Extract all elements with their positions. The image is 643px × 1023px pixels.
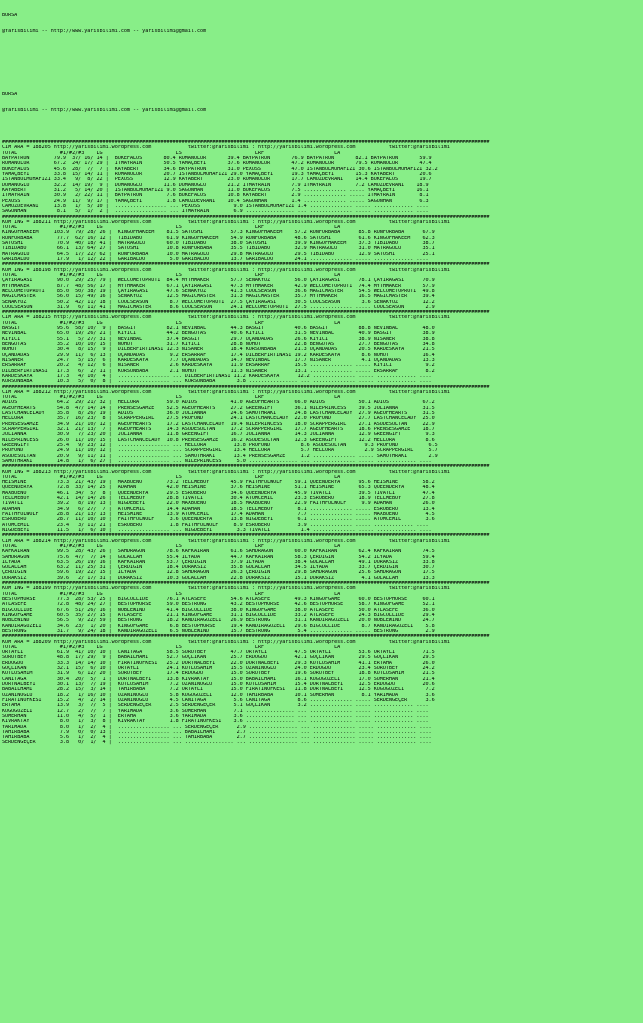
- horse-row: DUMANOGLU 32.2 14/ 19/ 9 | DUMANOGLU 11.6 DUMANOGLU 21.2 ITMAYRAIN 7.9 ITMAYRAIN 7.2 CAMUZDEVRANI 18.9: [2, 182, 429, 188]
- separator-line: ################################################################################################################################################################: [2, 214, 490, 220]
- race-header: KUM ING = 188213 http://yarisbilimi.wordpress.com twitter:@YarisBilimi : http://yarisbilimi.wordpress.com twitter:@YarisBilimi: [2, 469, 450, 475]
- horse-row: SAHDRAGON 75.6 47/ 7/ 14 | GÜLALLAH 55.4 ILYADA 44.7 KAFKAIRAN 58.3 ÇERDIGIN 54.2 ILYADA 59.4: [2, 554, 435, 560]
- horse-row: COOLSEASON 31.9 6/ 11/ 41 | MAGICMASTER 8.6 COOLSEASON 24.1 WELCOMETOPROTI 27.5 .............. ..... COOLSEASON 2.9: [2, 304, 435, 310]
- horse-row: ESROBERO 28.7 11/ 10/ 10 | FAITHFULWOLF 3.6 QUEENDERYA 13.8 NIGDEBEYI 6.1 .............. ..... ATOMCEMIL 3.6: [2, 517, 435, 523]
- race-block: [2, 586, 642, 634]
- horse-row: ERDOGDU 33.3 14/ 14/ 10 | FIRATINÖFKESI 25.2 DÖRTNALBEYI 22.0 DÖRTNALBEYI 29.3 KUTLUSAHIM 41.1 ERTAHA 26.0: [2, 660, 435, 666]
- horse-row: SAGUNHAN 8.1 5/ 1/ 2 | ................. ... ITMAYRAIN 6.9 ................ ... .............. ..... ............. ....: [2, 209, 429, 215]
- horse-row: SÜMERHAN 11.0 4/ 5/ 1 | ERTAHA 3.6 YARIMADA 3.6 ................ ... .............. ..... ............. ....: [2, 713, 429, 719]
- column-header: TOTAL #1/#2/#3 LG LS LRF LA: [2, 320, 341, 326]
- horse-row: KIVRAKTAY 8.0 1/ 3/ 8 | KIVRAKTAY 1.8 FIRATINÖFKESI 3.6 ................ ... .............. ..... ............. ....: [2, 719, 429, 725]
- horse-row: GARIBALDO 17.9 1/ 12/ 22 | GARIBALDO 5.0 GARIBALDO 13.7 GARIBALDO 24.1 .............. ..... ............. ....: [2, 257, 429, 262]
- horse-row: PEXUSS 24.9 11/ 9/ 17 | YAMAÇBEYI 1.8 CAMUZDEVRANI 10.4 SAGUNHAN 1.4 .............. ..... SAGUNHAN 6.3: [2, 198, 429, 204]
- horse-row: ASUDESULTAN 20.9 9/ 11/ 11 | ................. ... SAMOTHRAKI 13.4 PRENSESGAMZE 1.2 .............. ..... SAMOTHRAKI 2.9: [2, 453, 438, 459]
- horse-row: OZANINOGLU 18.2 1/ 16/ 10 | OZANINOGLU 5.8 KUGUGÜZELI 12.0 TAHIRBABA 10.1 SÜMERHAN 8.1 YARIMADA 3.6: [2, 692, 435, 698]
- horse-row: KINGOFGAME 60.5 35/ 27/ 15 | ATLASEFE 21.1 KINGOFGAME 31.1 BIGCOLLIDE 33.2 ATLASEFE 24.3 BIGCOLLIDE 29.4: [2, 612, 435, 618]
- separator-line: ################################################################################################################################################################: [2, 634, 490, 640]
- race-header: CIM ARA = 188214 http://yarisbilimi.wordpress.com twitter:@YarisBilimi : http://yarisbilimi.wordpress.com twitter:@YarisBilimi: [2, 538, 450, 544]
- race-block: [2, 640, 642, 746]
- horse-row: KIYICI 55.1 5/ 27/ 31 | NEVINBAL 37.4 BASGIT 29.7 UÇANDADAS 26.6 KIYICI 38.9 NISANER 38.8: [2, 336, 435, 342]
- horse-row: ÇERDIGIN 59.6 19/ 22/ 15 | ILYADA 12.8 SAHDRAGON 26.3 ÇERDIGIN 29.8 SAHDRAGON 25.6 SAHDRAGON 17.5: [2, 570, 435, 576]
- race-header: CIM ARA = 188205 http://yarisbilimi.wordpress.com twitter:@YarisBilimi : http://yarisbilimi.wordpress.com twitter:@YarisBilimi: [2, 145, 450, 151]
- separator-line: ################################################################################################################################################################: [2, 581, 490, 587]
- horse-row: BABAILHAMI 28.2 15/ 3/ 14 | TAHIRBABA 7.2 ORTAYLI 15.0 FIRATINÖFKESI 11.8 DÖRTNALBEYI 12.5 KUGUGÜZELI 7.2: [2, 687, 435, 693]
- horse-row: SCRAPPERGIRL 32.1 21/ 13/ 7 | AGEOFHEARTS 14.3 ASUDESULTAN 17.2 SCRAPPERGIRL 17.7 AGEOFHEARTS 18.6 PRENSESGAMZE 18.7: [2, 427, 435, 432]
- horse-row: PRENSESGAMZE 34.9 21/ 10/ 12 | AGEOFHEARTS 17.2 LASTCHANCELADY 19.4 NILEPRINCESS 18.0 SCRAPPERGIRL 27.1 ASUDESULTAN 22.9: [2, 421, 435, 427]
- header-contact-repeat: @YarisBilimi -- http://www.yarisbilimi.com -- yarisbilimi@gmail.com: [2, 108, 207, 114]
- horse-row: SERDENGEÇER 3.8 0/ 1/ 4 | ................. ... ................ ... ................ ... .............. ..... ............. ....: [2, 740, 432, 746]
- header-city: BURSA: [2, 12, 18, 18]
- horse-row: SATOSHI 70.9 40/ 18/ 41 | MATRAGÜLÜ 60.0 TIBIDABO 38.0 SATOSHI 39.9 KINGOFHAKEEM 37.3 TIBIDABO 38.7: [2, 241, 435, 247]
- horse-row: BUKEFALOS 45.6 28/ 7/ 7 | KAYABERT 34.6 BAYPATRON 31.0 PEXUSS 47.0 ISTANBULMUHAFIZI 30.6 ISTANBULMUHAFIZI 32.2: [2, 166, 438, 172]
- horse-row: SENAKYÜZ 50.2 42/ 11/ 18 | COOLSEASON 8.7 WELCOMETOPROTI 27.5 ÇAYIRAGASI 30.5 COOLSEASON 3.6 SENAKYÜZ 12.2: [2, 299, 435, 305]
- horse-row: KINGOFHAKEEM 103.9 79/ 28/ 26 | KINGOFHAKEEM 81.5 SATOSHI 57.3 KINGOFHAKEEM 57.2 RUNFORBABA 85.8 RUNFORBABA 67.9: [2, 230, 435, 236]
- horse-row: HEISMINE 73.3 21/ 43/ 19 | MAXBUENO 73.2 TELLMEBOY 45.9 FAITHFULWOLF 59.1 QUEENDERYA 95.6 HEISMINE 58.2: [2, 480, 435, 486]
- horse-row: ILYADA 63.5 26/ 19/ 16 | KAFKAIRAN 53.7 ÇERDIGIN 37.9 ILYADA 38.4 GÜLALLAH 49.1 DURAKSIZ 33.8: [2, 559, 435, 565]
- horse-row: GÖÇLIKAN 32.1 15/ 6/ 10 | ORTAYLI 24.1 KUTLUSAHIM 15.5 OZANINOGLU 24.0 ERDOGDU 23.4 SURUTBEY 24.2: [2, 666, 435, 672]
- separator-line: ################################################################################################################################################################: [2, 262, 490, 268]
- horse-row: PROFOND 24.9 11/ 10/ 12 | ................. ... SCRAPPERGIRL 13.4 HELLORA 5.7 HELLORA 2.9 SCRAPPERGIRL 5.7: [2, 448, 438, 454]
- horse-row: BASGIT 95.6 58/ 10/ 9 | BASGIT 82.1 NEVINBAL 44.3 BASGIT 40.6 BASGIT 88.8 NEVINBAL 48.0: [2, 326, 435, 332]
- column-header: TOTAL #1/#2/#3 LG LS LRF LA: [2, 644, 341, 650]
- horse-row: ATOMCEMIL 23.4 3/ 11/ 21 | ESROBERO 1.8 FAITHFULWOLF 8.9 ESROBERO 3.9 .............. ..... ............. ....: [2, 522, 429, 528]
- race-block: [2, 268, 642, 311]
- column-header: TOTAL #1/#2/#3 LG LS LRF LA: [2, 395, 341, 401]
- separator-line: ################################################################################################################################################################: [2, 140, 490, 146]
- race-header: KUM ARA = 188209 http://yarisbilimi.wordpress.com twitter:@YarisBilimi : http://yarisbilimi.wordpress.com twitter:@YarisBilimi: [2, 639, 450, 645]
- horse-row: FAITHFULWOLF 28.8 21/ 13/ 13 | HEISMINE 13.9 ATOMCEMIL 17.4 ADAHAN 7.7 .............. ..... MAXBUENO 4.5: [2, 512, 435, 517]
- horse-row: SAMOTHRAKI 14.8 1/ 6/ 27 | ................. ... NILEPRINCESS 5.0 ................ ... .............. ..... ............. ....: [2, 458, 432, 464]
- race-header: KUM ING = 188199 http://yarisbilimi.wordpress.com twitter:@YarisBilimi : http://yarisbilimi.wordpress.com twitter:@YarisBilimi: [2, 586, 450, 592]
- column-header: TOTAL #1/#2/#3 LG LS LRF LA: [2, 272, 341, 278]
- horse-row: TAHIRBABA 5.6 1/ 2/ 4 | ................. ... TAHIRBABA 2.7 ................ ... .............. ..... ............. ....: [2, 735, 432, 741]
- horse-row: BESTOPHORSE 77.3 28/ 53/ 25 | BIGCOLLIDE 76.1 ATLASEFE 54.6 ATLASEFE 49.3 KINGOFGAME 60.0 BESTOPHORSE 60.1: [2, 597, 435, 602]
- race-block: [2, 539, 642, 582]
- race-header: CIM ARA = 188215 http://yarisbilimi.wordpress.com twitter:@YarisBilimi : http://yarisbilimi.wordpress.com twitter:@YarisBilimi: [2, 315, 450, 321]
- race-block: [2, 390, 642, 464]
- horse-row: KUTLUSAHIM 31.9 6/ 12/ 20 | SURUTBEY 17.4 ERDOGDU 15.0 SURUTBEY 19.6 SURUTBEY 18.8 KUTLUSAHIM 21.5: [2, 671, 435, 677]
- horse-row: KURSUNBABA 10.3 5/ 0/ 8 | ................. ... KURSUNBABA 3.8 ................ ... .............. ..... ............. ....: [2, 379, 432, 385]
- column-header: TOTAL #1/#2/#3 LG LS LRF LA: [2, 150, 341, 156]
- horse-row: ISTANBULMUHAFIZI 33.4 9/ 8/ 22 | PEXUSS 12.9 KAYABERT 23.0 ROMANOLUR 17.7 CAMUZDEVRANI 14.4 BUKEFALOS 19.7: [2, 177, 432, 183]
- horse-row: AGEOFHEARTS 54.8 47/ 14/ 14 | PRENSESGAMZE 52.5 AGEOFHEARTS 27.2 GREENGIFT 36.1 NILEPRINCESS 39.5 JULIANNA 31.5: [2, 405, 435, 411]
- horse-row: KAYABERT 31.2 5/ 14/ 20 | ISTANBULMUHAFIZI 9.0 SAGUNHAN 11.0 BUKEFALOS 7.5 .............. ..... YAMAÇBEYI 16.1: [2, 187, 429, 193]
- horse-row: ORTAYLI 61.9 41/ 10/ 10 | CANITAGA 58.5 SURUTBEY 47.7 ORTAYLI 47.5 ORTAYLI 53.6 ORTAYLI 71.5: [2, 650, 435, 656]
- horse-row: KARDESKAYA 17.3 4/ 10/ 4 | ................. ... DILBERFIRTINASI 11.2 KARDESKAYA 12.2 .............. ..... ............. ....: [2, 373, 432, 379]
- horse-row: ADIOS 64.2 29/ 21/ 32 | HELLORA 59.0 ADIOS 41.0 AGEOFHEARTS 66.0 ADIOS 50.1 ADIOS 67.2: [2, 400, 435, 406]
- horse-row: CANITAGA 30.4 20/ 5/ 1 | DÖRTNALBEYI 13.8 KIVRAKTAY 15.0 BABAILHAMI 16.1 KUGUGÜZELI 17.0 SÜMERHAN 21.4: [2, 676, 435, 682]
- horse-row: TIBIDABO 66.1 13/ 64/ 27 | SATOSHI 10.8 RUNFORBABA 35.5 TIBIDABO 32.9 MATRAGÜLÜ 31.0 MATRAGÜLÜ 35.1: [2, 246, 435, 252]
- race-block: [2, 315, 642, 384]
- race-block: [2, 470, 642, 534]
- horse-row: QUEENDERYA 72.8 33/ 14/ 25 | ADAHAN 42.0 HEISMINE 37.6 HEISMINE 51.1 HEISMINE 65.3 QUEENDERYA 48.4: [2, 485, 435, 491]
- horse-row: NEVINBAL 65.0 19/ 26/ 21 | KIYICI 44.2 BENGÜTAS 40.6 KIYICI 31.5 NEVINBAL 40.9 BASGIT 38.9: [2, 331, 435, 337]
- horse-row: ÇAYIRAGASI 90.0 29/ 25/ 79 | WELCOMETOPROTI 84.4 MYTHMAKER 57.7 SENAKYÜZ 56.0 ÇAYIRAGASI 78.1 ÇAYIRAGASI 70.9: [2, 278, 435, 284]
- separator-line: ################################################################################################################################################################: [2, 384, 490, 390]
- horse-row: MAXBUENO 46.1 34/ 5/ 8 | QUEENDERYA 29.5 ESROBERO 34.6 QUEENDERYA 45.9 TIVATLI 39.5 TIVATLI 47.4: [2, 490, 435, 496]
- horse-row: TIVATLI 39.2 8/ 19/ 13 | NIGDEBEYI 22.0 MAXBUENO 18.5 MAXBUENO 22.9 FAITHFULWOLF 9.9 ADAHAN 26.0: [2, 501, 435, 507]
- horse-row: MYTHMAKER 87.7 48/ 56/ 17 | MYTHMAKER 67.1 ÇAYIRAGASI 47.3 MYTHMAKER 42.9 WELCOMETOPROTI 74.4 MYTHMAKER 57.9: [2, 283, 435, 289]
- race-header: CIM ARA = 188212 http://yarisbilimi.wordpress.com twitter:@YarisBilimi : http://yarisbilimi.wordpress.com twitter:@YarisBilimi: [2, 389, 450, 395]
- horse-row: NISANER 24.7 5/ 15/ 6 | KARDESKAYA 7.7 UÇANDADAS 14.7 NEVINBAL 17.7 NISANER 4.1 UÇANDADAS 13.3: [2, 357, 435, 363]
- header-contact: @YarisBilimi -- http://www.yarisbilimi.com -- yarisbilimi@gmail.com: [2, 28, 207, 34]
- horse-row: BENGÜTAS 35.2 10/ 10/ 15 | NOHUT 31.7 KIYICI 28.8 NOHUT 22.8 BENGÜTAS 27.7 BENGÜTAS 34.8: [2, 342, 435, 347]
- horse-row: WELCOMETOPROTI 85.0 50/ 38/ 19 | ÇAYIRAGASI 47.6 SENAKYÜZ 41.3 COOLSEASON 36.6 MAGICMASTER 54.5 WELCOMETOPROTI 49.8: [2, 288, 435, 294]
- horse-row: DILBERFIRTINASI 17.3 6/ 2/ 11 | KURSUNBABA 2.1 NOHUT 11.3 NISANER 13.1 .............. ..... ERSARRAF 8.2: [2, 368, 435, 374]
- horse-row: NOBLEWIND 56.5 9/ 22/ 59 | BESTRONG 18.2 KANDIRAGÜZELI 26.9 BESTRONG 31.1 KANDIRAGÜZELI 20.0 NOBLEWIND 24.7: [2, 618, 435, 624]
- horse-row: ITMAYRAIN 30.9 2/ 22/ 11 | BAYPATRON 7.6 BUKEFALOS 10.8 KAYABERT 2.9 .............. ..... ITMAYRAIN 8.1: [2, 193, 429, 199]
- race-blocks: [2, 140, 642, 746]
- horse-row: HELLORA 35.7 16/ 23/ 8 | SCRAPPERGIRL 27.5 PROFOND 24.1 LASTCHANCELADY 22.0 PROFOND 27.7 LASTCHANCELADY 25.0: [2, 416, 435, 422]
- race-block: [2, 145, 642, 214]
- horse-row: YAMAÇBEYI 33.8 15/ 14/ 11 | ROMANOLUR 20.7 ISTANBULMUHAFIZI 29.0 YAMAÇBEYI 19.3 YAMAÇBEYI 15.3 KAYABERT 20.6: [2, 172, 432, 177]
- horse-row: KAFKAIRAN 99.5 28/ 43/ 26 | SAHDRAGON 78.6 KAFKAIRAN 61.6 SAHDRAGON 60.0 KAFKAIRAN 62.4 KAFKAIRAN 74.5: [2, 549, 435, 555]
- horse-row: LASTCHANCELADY 35.8 8/ 26/ 19 | ADIOS 36.0 JULIANNA 24.6 SAMOTHRAKI 24.8 LASTCHANCELADY 27.9 AGEOFHEARTS 31.5: [2, 411, 435, 417]
- horse-row: TELLMEBOY 42.1 14/ 14/ 26 | TELLMEBOY 28.8 TIVATLI 30.4 ATOMCEMIL 23.3 ESROBERO 18.9 TELLMEBOY 27.8: [2, 496, 435, 502]
- horse-row: ERTAHA 13.9 3/ 7/ 5 | SERDENGEÇER 2.5 SERDENGEÇER 5.1 GÖÇLIKAN 3.2 .............. ..... ............. ....: [2, 703, 429, 709]
- horse-row: KUGUGÜZELI 12.7 2/ 7/ 7 | YARIMADA 3.6 SÜMERHAN 7.1 ................ ... .............. ..... ............. ....: [2, 708, 429, 714]
- separator-line: ################################################################################################################################################################: [2, 310, 490, 316]
- column-header: TOTAL #1/#2/#3 LG LS LRF LA: [2, 225, 341, 231]
- horse-row: UÇANDADAS 29.9 11/ 6/ 13 | UÇANDADAS 9.2 ERSARRAF 17.4 DILBERFIRTINASI 19.2 KARDESKAYA 8.6 NOHUT 16.4: [2, 352, 435, 358]
- horse-row: CAMUZDEVRANI 13.8 1/ 5/ 10 | ................. ... PEXUSS 9.0 ISTANBULMUHAFIZI 1.4 .............. ..... ............. ....: [2, 203, 429, 209]
- document-body: [2, 2, 642, 751]
- horse-row: ROMANOLUR 67.2 24/ 17/ 29 | ITMAYRAIN 50.5 YAMAÇBEYI 37.6 ROMANOLUR 47.2 ROMANOLUR 79.5 ROMANOLUR 47.4: [2, 161, 432, 167]
- horse-row: DURAKSIZ 39.6 2/ 17/ 31 | DURAKSIZ 10.3 GÜLALLAH 22.8 DURAKSIZ 15.1 DURAKSIZ 4.1 GÜLALLAH 13.3: [2, 575, 435, 581]
- column-header: TOTAL #1/#2/#3 LG LS LRF LA: [2, 543, 341, 549]
- horse-row: BIGCOLLIDE 67.6 51/ 26/ 16 | NOBLEWIND 41.4 BIGCOLLIDE 38.0 KINGOFGAME 38.0 ATLASEFE 50.0 ATLASEFE 36.0: [2, 607, 435, 613]
- horse-row: DÖRTNALBEYI 30.1 13/ 7/ 19 | KUTLUSAHIM 7.2 OZANINOGLU 15.0 KUTLUSAHIM 15.4 DÖRTNALBEYI 12.5 ERDOGDU 20.6: [2, 682, 435, 687]
- horse-row: RUNFORBABA 77.7 62/ 16/ 12 | TIBIDABO 61.9 KINGOFHAKEEM 54.9 RUNFORBABA 48.6 SATOSHI 61.6 KINGOFHAKEEM 62.3: [2, 235, 435, 241]
- horse-row: YARIMADA 8.0 1/ 2/ 4 | ................. ... SERDENGEÇER 2.9 ................ ... .............. ..... ............. ....: [2, 724, 432, 730]
- horse-row: ATLASEFE 72.8 48/ 24/ 27 | BESTOPHORSE 59.0 BESTRONG 43.2 BESTOPHORSE 42.6 BESTOPHORSE 58.7 KINGOFGAME 52.1: [2, 602, 435, 608]
- horse-row: BESTRONG 31.7 9/ 24/ 18 | KANDIRAGÜZELI 6.5 NOBLEWIND 15.7 BESTRONG 5.4 .............. ..... BESTRONG 2.9: [2, 628, 435, 634]
- separator-line: ################################################################################################################################################################: [2, 464, 490, 470]
- race-block: [2, 220, 642, 263]
- horse-row: TAHIRBABA 7.9 0/ 0/ 13 | ................. ... BABAILHAMI 2.7 ................ ... .............. ..... ............. ....: [2, 729, 432, 735]
- horse-row: MAGICMASTER 56.0 15/ 49/ 16 | SENAKYÜZ 12.5 MAGICMASTER 31.3 MAGICMASTER 35.7 MYTHMAKER 16.5 MAGICMASTER 39.4: [2, 294, 435, 300]
- horse-row: NIGDEBEYI 11.5 1/ 6/ 10 | ................. ... NIGDEBEYI 3.3 TIVATLI 1.4 .............. ..... ............. ....: [2, 527, 432, 533]
- horse-row: ERSARRAF 20.2 4/ 12/ 6 | NISANER 2.6 KARDESKAYA 11.9 ERSARRAF 15.5 .............. ..... KIYICI 9.2: [2, 363, 435, 369]
- horse-row: GREENGIFT 25.4 9/ 23/ 12 | ................. ... HELLORA 13.8 PROFOND 8.6 ASUDESULTAN 9.3 PROFOND 6.5: [2, 442, 438, 448]
- race-header: KUM ING = 188211 http://yarisbilimi.wordpress.com twitter:@YarisBilimi : http://yarisbilimi.wordpress.com twitter:@YarisBilimi: [2, 219, 450, 225]
- horse-row: NILEPRINCESS 26.0 11/ 10/ 15 | LASTCHANCELADY 10.8 PRENSESGAMZE 16.2 ASUDESULTAN 12.3 GREENGIFT 12.2 HELLORA 8.6: [2, 437, 435, 443]
- horse-row: GÜLALLAH 63.2 11/ 25/ 31 | ÇERDIGIN 18.4 DURAKSIZ 35.8 GÜLALLAH 34.5 ILYADA 33.7 ÇERDIGIN 30.7: [2, 565, 435, 571]
- column-header: TOTAL #1/#2/#3 LG LS LRF LA: [2, 591, 341, 597]
- horse-row: NOHUT 30.4 8/ 15/ 9 | DILBERFIRTINASI 12.3 NISANER 18.4 KURSUNBABA 21.3 UÇANDADAS 20.5 KARDESKAYA 21.5: [2, 347, 435, 353]
- race-header: KUM ING = 188198 http://yarisbilimi.wordpress.com twitter:@YarisBilimi : http://yarisbilimi.wordpress.com twitter:@YarisBilimi: [2, 267, 450, 273]
- horse-row: MATRAGÜLÜ 64.5 17/ 22/ 62 | RUNFORBABA 10.0 MATRAGÜLÜ 29.8 MATRAGÜLÜ 29.5 TIBIDABO 12.9 SATOSHI 25.1: [2, 251, 435, 257]
- horse-row: BAYPATRON 79.9 37/ 16/ 14 | BUKEFALOS 80.4 ROMANOLUR 39.4 BAYPATRON 76.9 BAYPATRON 82.1 BAYPATRON 59.9: [2, 156, 432, 162]
- separator-line: ################################################################################################################################################################: [2, 533, 490, 539]
- horse-row: ADAHAN 34.9 6/ 27/ 7 | ATOMCEMIL 14.4 ADAHAN 18.5 TELLMEBOY 8.1 .............. ..... ESROBERO 13.4: [2, 506, 435, 512]
- header-city-repeat: BURSA: [2, 92, 18, 98]
- column-header: TOTAL #1/#2/#3 LG LS LRF LA: [2, 474, 341, 480]
- horse-row: KANDIRAGÜZELI 34.6 23/ 1/ 20 | KINGOFGAME 6.8 BESTOPHORSE 19.4 KANDIRAGÜZELI 29.6 BIGCOLLIDE 8.7 KANDIRAGÜZELI 5.8: [2, 623, 435, 629]
- horse-row: SURUTBEY 48.8 17/ 29/ 9 | BABAILHAMI 52.7 GÖÇLIKAN 25.7 ERDOGDU 42.1 GÖÇLIKAN 29.5 GÖÇLIKAN 29.5: [2, 655, 435, 661]
- horse-row: FIRATINÖFKESI 15.2 4/ 2/ 14 | OZANINOGLU 4.5 CANITAGA 5.6 CANITAGA 8.6 .............. ..... SERDENGEÇER 3.6: [2, 697, 435, 703]
- horse-row: JULIANNA 30.9 7/ 23/ 20 | JULIANNA 11.8 GREENGIFT 16.7 JULIANNA 14.3 JULIANNA 12.9 GREENGIFT 9.3: [2, 432, 435, 438]
